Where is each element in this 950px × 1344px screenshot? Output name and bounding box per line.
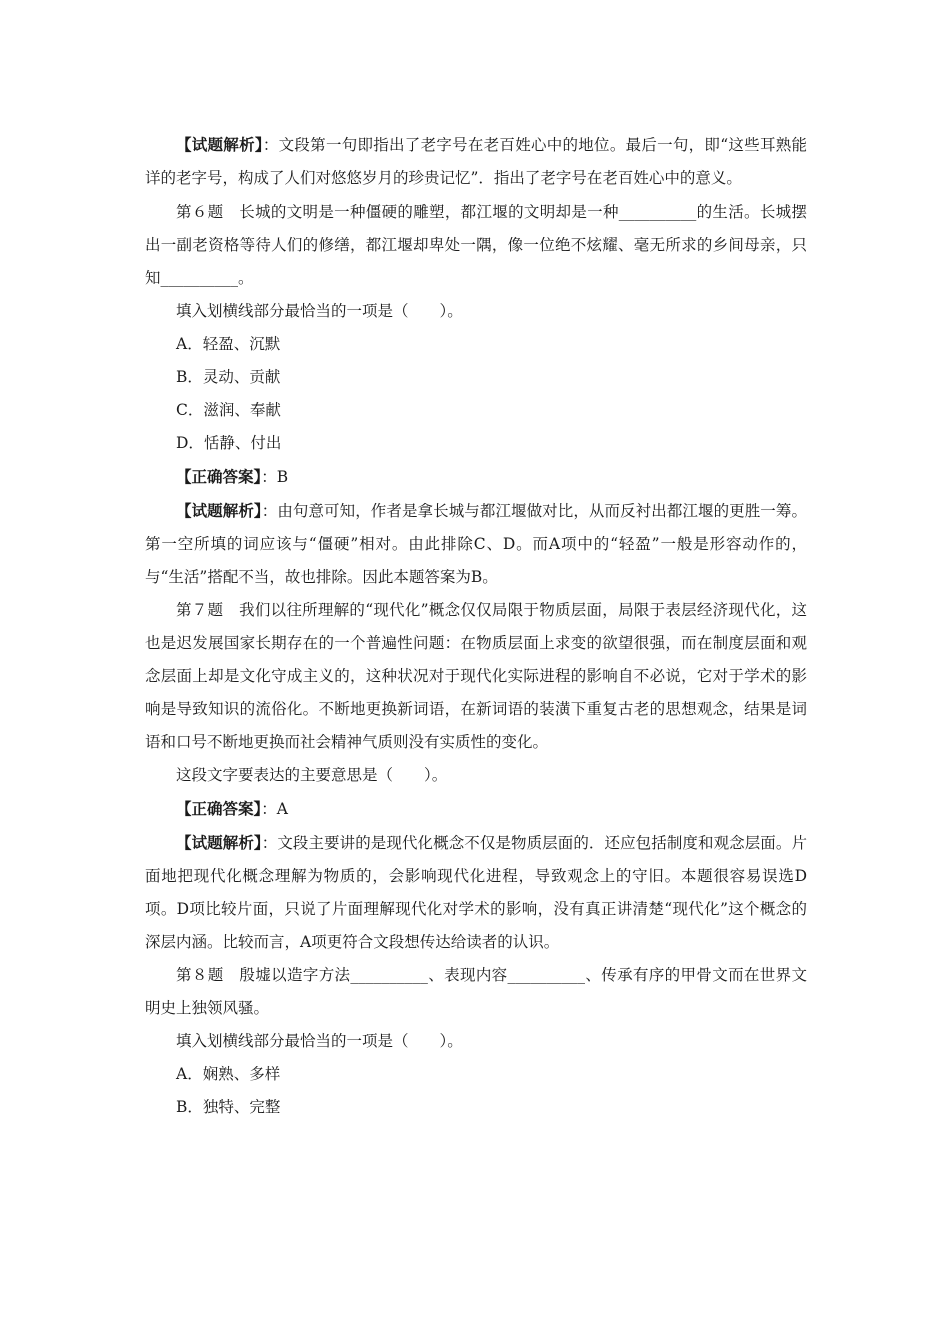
question-7-prompt: 这段文字要表达的主要意思是（ ）。 (176, 766, 448, 784)
answer-label: 【正确答案】 (176, 799, 262, 818)
answer-label: 【正确答案】 (176, 467, 262, 486)
question-8-option-b: B．独特、完整 (176, 1098, 281, 1116)
answer-value: ：B (261, 468, 289, 486)
question-6-option-a: A．轻盈、沉默 (176, 335, 281, 353)
question-6-answer (145, 460, 807, 494)
document-page (145, 128, 807, 1124)
question-6-option-c: C．滋润、奉献 (176, 401, 281, 419)
analysis-label: 【试题解析】 (176, 135, 263, 154)
question-8-option-a: A．娴熟、多样 (176, 1065, 281, 1083)
analysis-label: 【试题解析】 (176, 833, 262, 852)
question-7-stem: 第７题 我们以往所理解的“现代化”概念仅仅局限于物质层面，局限于表层经济现代化，这也是迟发展国家长期存在的一个普遍性问题：在物质层面上求变的欲望很强，而在制度层面和观念层面上却是文化守成主义的，这种状况对于现代化实际进程的影响自不必说，它对于学术的影响是导致知识的流俗化。不断地更换新词语，在新词语的装潢下重复古老的思想观念，结果是词语和口号不断地更换而社会精神气质则没有实质性的变化。 (145, 601, 807, 751)
question-6-option-b: B．灵动、贡献 (176, 368, 281, 386)
answer-value: ：A (261, 800, 288, 818)
question-6-option-d: D．恬静、付出 (176, 434, 282, 452)
question-7-analysis (145, 826, 807, 959)
question-6-analysis (145, 494, 807, 594)
prev-analysis-paragraph (145, 128, 807, 195)
question-7-answer (145, 792, 807, 826)
analysis-text: ：文段第一句即指出了老字号在老百姓心中的地位。最后一句，即“这些耳熟能详的老字号，构成了人们对悠悠岁月的珍贵记忆”．指出了老字号在老百姓心中的意义。 (145, 136, 807, 187)
question-6-prompt: 填入划横线部分最恰当的一项是（ ）。 (176, 302, 463, 320)
analysis-label: 【试题解析】 (176, 501, 262, 520)
question-8-prompt: 填入划横线部分最恰当的一项是（ ）。 (176, 1032, 463, 1050)
analysis-text: ：文段主要讲的是现代化概念不仅是物质层面的．还应包括制度和观念层面。片面地把现代化概念理解为物质的，会影响现代化进程，导致观念上的守旧。本题很容易误选D项。D项比较片面，只说了片面理解现代化对学术的影响，没有真正讲清楚“现代化”这个概念的深层内涵。比较而言，A项更符合文段想传达给读者的认识。 (145, 834, 807, 951)
question-8-stem: 第８题 殷墟以造字方法__________、表现内容__________、传承有序的甲骨文而在世界文明史上独领风骚。 (145, 966, 807, 1017)
analysis-text: ：由句意可知，作者是拿长城与都江堰做对比，从而反衬出都江堰的更胜一筹。第一空所填的词应该与“僵硬”相对。由此排除C、D。而A项中的“轻盈”一般是形容动作的，与“生活”搭配不当，故也排除。因此本题答案为B。 (145, 502, 807, 586)
question-6-stem: 第６题 长城的文明是一种僵硬的雕塑，都江堰的文明却是一种__________的生活。长城摆出一副老资格等待人们的修缮，都江堰却卑处一隅，像一位绝不炫耀、毫无所求的乡间母亲，只知__________。 (145, 203, 807, 287)
